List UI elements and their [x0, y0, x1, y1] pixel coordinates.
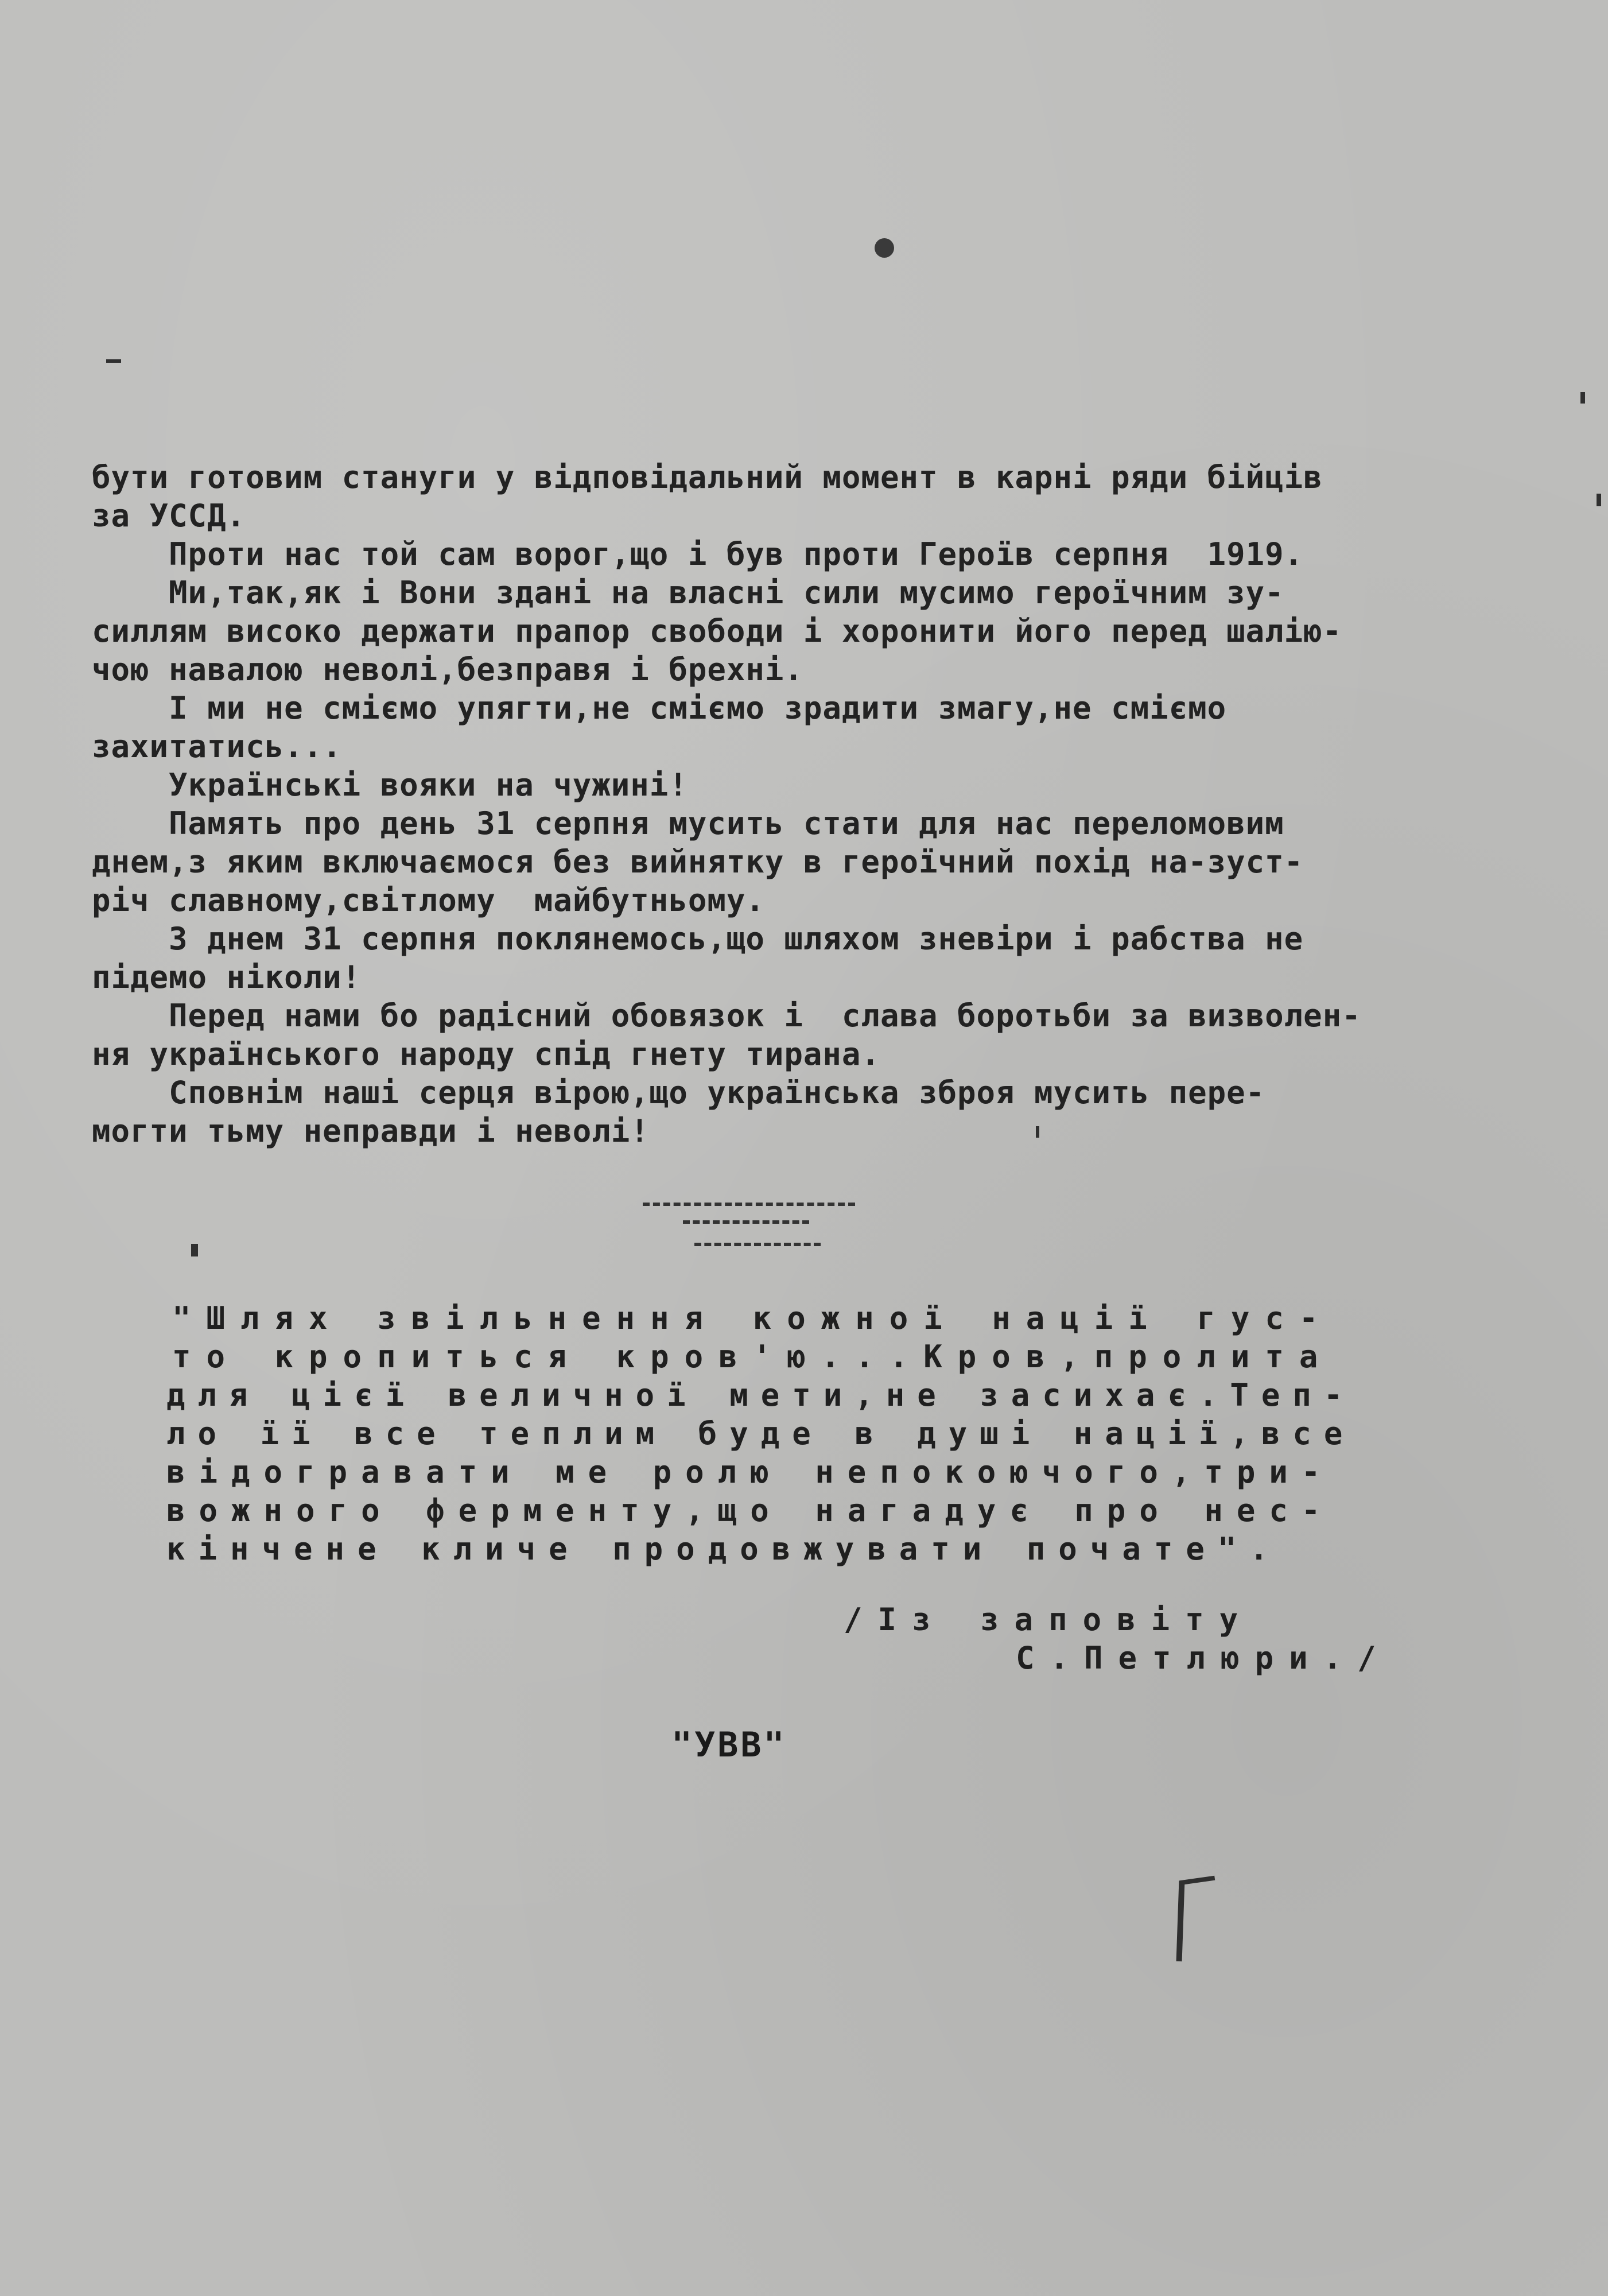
attribution-line-2: С.Петлюри./ [1016, 1640, 1392, 1676]
quote-line: відогравати ме ролю непокоючого,три- [166, 1454, 1334, 1490]
body-line: Ми,так,як і Вони здані на власні сили мусимо героїчним зу- [92, 575, 1284, 611]
body-line: Память про день 31 серпня мусить стати для нас переломовим [92, 805, 1284, 841]
body-line: за УССД. [92, 498, 246, 534]
pencil-mark [1179, 1876, 1215, 1886]
paper-mark [1597, 494, 1601, 506]
body-line: могти тьму неправди і неволі! [92, 1113, 650, 1149]
separator-line [683, 1220, 809, 1224]
quote-line: "Шлях звільнення кожної нації гус- [172, 1300, 1334, 1336]
paper-mark [1036, 1126, 1039, 1138]
closing-mark: "УВВ" [671, 1725, 787, 1765]
body-line: бути готовим стануги у відповідальний момент в карні ряди бійців [92, 459, 1323, 495]
body-line: днем,з яким включаємося без вийнятку в героїчний похід на-зуст- [92, 844, 1304, 880]
body-line: Сповнім наші серця вірою,що українська зброя мусить пере- [92, 1075, 1265, 1111]
separator-line [694, 1243, 821, 1246]
body-line: річ славному,світлому майбутньому. [92, 882, 765, 918]
separator-line [643, 1203, 855, 1206]
body-line: ня українського народу спід гнету тирана. [92, 1036, 880, 1072]
quote-line: ло її все теплим буде в душі нації,все [166, 1415, 1355, 1452]
paper-mark [191, 1244, 198, 1256]
paper-speck [875, 238, 894, 258]
pencil-mark [1176, 1881, 1185, 1961]
paper-mark [1580, 392, 1585, 404]
quote-line: то кропиться кров'ю...Кров,пролита [172, 1339, 1334, 1375]
paper-mark [106, 359, 121, 363]
body-line: підемо ніколи! [92, 959, 362, 995]
body-line: З днем 31 серпня поклянемось,що шляхом зневіри і рабства не [92, 921, 1304, 957]
body-line: І ми не сміємо упягти,не сміємо зрадити змагу,не сміємо [92, 690, 1227, 726]
quote-line: для цієї величної мети,не засихає.Теп- [166, 1377, 1355, 1413]
body-line: силлям високо держати прапор свободи і хоронити його перед шалію- [92, 613, 1342, 649]
body-line: чою навалою неволі,безправя і брехні. [92, 651, 803, 688]
body-line: Перед нами бо радісний обовязок і слава боротьби за визволен- [92, 998, 1361, 1034]
body-line: Українські вояки на чужині! [92, 767, 688, 803]
body-line: Проти нас той сам ворог,що і був проти Героїв серпня 1919. [92, 536, 1304, 572]
quote-line: кінчене кличе продовжувати почате". [166, 1531, 1281, 1567]
quote-line: вожного ферменту,що нагадує про нес- [166, 1492, 1334, 1529]
body-line: захитатись... [92, 728, 342, 765]
attribution-line-1: /Із заповіту [844, 1601, 1254, 1638]
